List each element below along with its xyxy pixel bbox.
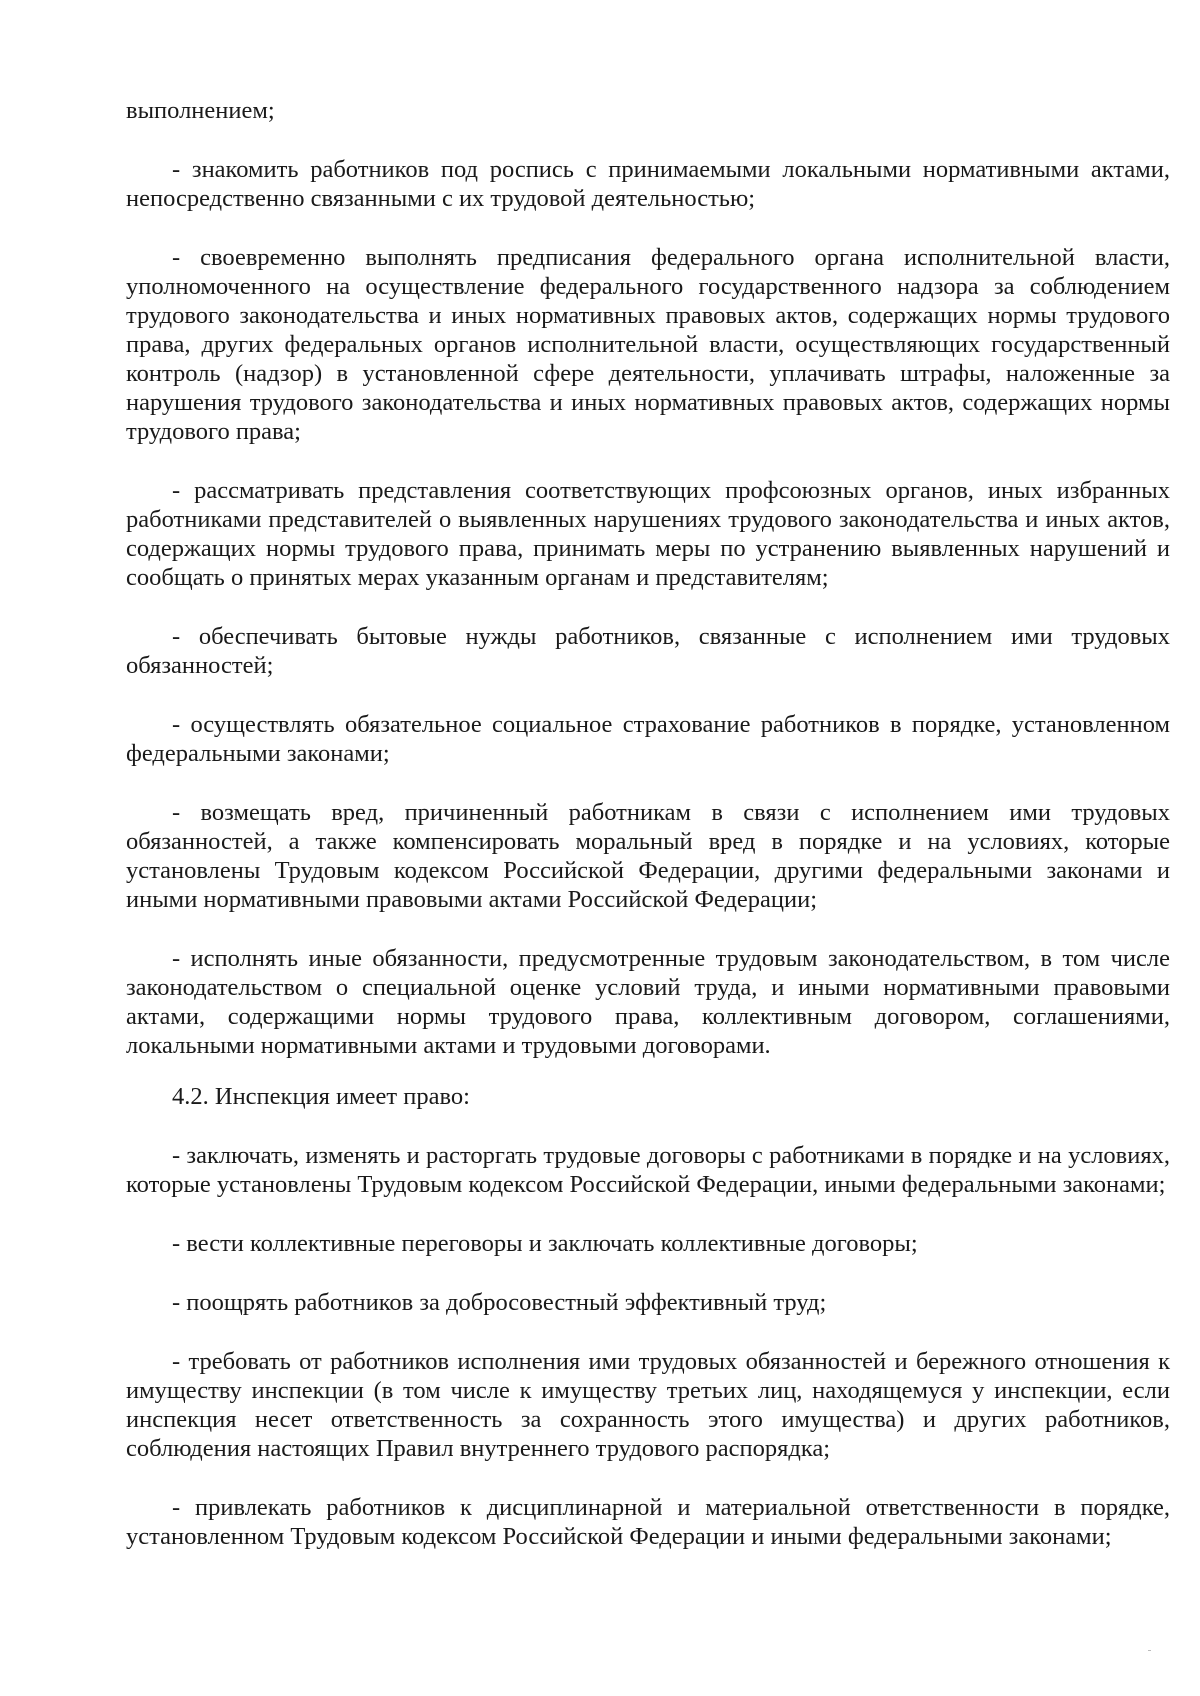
scan-speck	[1148, 1650, 1151, 1651]
document-page	[126, 96, 1170, 1581]
paragraph-disciplinary-liability: - привлекать работников к дисциплинарной и материальной ответственности в порядке, установленном Трудовым кодексом Российской Федерации и иными федеральными законами;	[126, 1494, 1170, 1550]
paragraph-other-duties: - исполнять иные обязанности, предусмотренные трудовым законодательством, в том числе законодательством о специальной оценке условий труда, и иными нормативными правовыми актами, содержащими нормы трудового права, коллективным договором, соглашениями, локальными нормативными актами и трудовыми договорами.	[126, 945, 1170, 1059]
paragraph-household-needs: - обеспечивать бытовые нужды работников, связанные с исполнением ими трудовых обязанностей;	[126, 623, 1170, 679]
paragraph-continuation: выполнением;	[126, 97, 275, 124]
paragraph-compensate-harm: - возмещать вред, причиненный работникам в связи с исполнением ими трудовых обязанностей, а также компенсировать моральный вред в порядке и на условиях, которые установлены Трудовым кодексом Российской Федерации, другими федеральными законами и иными нормативными правовыми актами Российской Федерации;	[126, 799, 1170, 913]
paragraph-require-duties: - требовать от работников исполнения ими трудовых обязанностей и бережного отношения к имуществу инспекции (в том числе к имуществу третьих лиц, находящемуся у инспекции, если инспекция несет ответственность за сохранность этого имущества) и других работников, соблюдения настоящих Правил внутреннего трудового распорядка;	[126, 1348, 1170, 1462]
paragraph-labor-contracts: - заключать, изменять и расторгать трудовые договоры с работниками в порядке и на условиях, которые установлены Трудовым кодексом Российской Федерации, иными федеральными законами;	[126, 1142, 1170, 1198]
section-heading-4-2: 4.2. Инспекция имеет право:	[172, 1083, 470, 1110]
paragraph-consider-representations: - рассматривать представления соответствующих профсоюзных органов, иных избранных работниками представителей о выявленных нарушениях трудового законодательства и иных актов, содержащих нормы трудового права, принимать меры по устранению выявленных нарушений и сообщать о принятых мерах указанным органам и представителям;	[126, 477, 1170, 591]
paragraph-collective-negotiations: - вести коллективные переговоры и заключать коллективные договоры;	[172, 1230, 918, 1257]
paragraph-social-insurance: - осуществлять обязательное социальное страхование работников в порядке, установленном федеральными законами;	[126, 711, 1170, 767]
paragraph-encourage-workers: - поощрять работников за добросовестный эффективный труд;	[172, 1289, 827, 1316]
paragraph-fulfill-orders: - своевременно выполнять предписания федерального органа исполнительной власти, уполномоченного на осуществление федерального государственного надзора за соблюдением трудового законодательства и иных нормативных правовых актов, содержащих нормы трудового права, других федеральных органов исполнительной власти, осуществляющих государственный контроль (надзор) в установленной сфере деятельности, уплачивать штрафы, наложенные за нарушения трудового законодательства и иных нормативных правовых актов, содержащих нормы трудового права;	[126, 244, 1170, 445]
paragraph-acquaint-workers: - знакомить работников под роспись с принимаемыми локальными нормативными актами, непосредственно связанными с их трудовой деятельностью;	[126, 156, 1170, 212]
